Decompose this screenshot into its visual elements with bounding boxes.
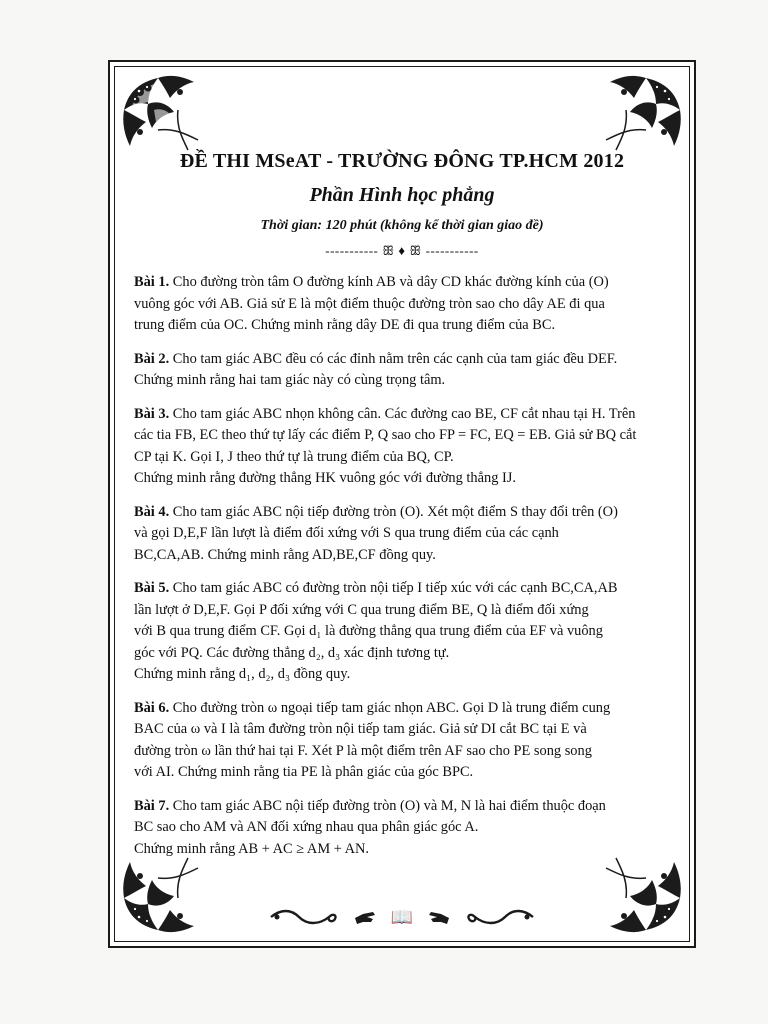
problem-label: Bài 7. — [134, 797, 170, 814]
problem-item — [134, 698, 670, 784]
problem-item — [134, 272, 670, 337]
problem-item — [134, 578, 670, 686]
problem-label: Bài 5. — [134, 580, 170, 596]
problem-text-line: Cho tam giác ABC nội tiếp đường tròn (O) và M, N là hai điểm thuộc đoạn — [172, 797, 606, 814]
problem-label: Bài 6. — [134, 699, 170, 716]
problem-text-line: vuông góc với AB. Giả sử E là một điểm thuộc đường tròn sao cho dây AE đi qua — [134, 295, 605, 312]
problem-text-line: Chứng minh rằng d₁, d₂, d₃ đồng quy. — [134, 666, 351, 682]
problem-text-line: Cho tam giác ABC nội tiếp đường tròn (O). Xét một điểm S thay đổi trên (O) — [172, 503, 618, 520]
problem-text-line: Chứng minh rằng AB + AC ≥ AM + AN. — [134, 840, 370, 857]
problem-text-line: BAC của ω và I là tâm đường tròn nội tiếp tam giác. Giả sử DI cắt BC tại E và — [134, 721, 587, 737]
problem-text-line: Cho tam giác ABC đều có các đỉnh nằm trên các cạnh của tam giác đều DEF. — [172, 350, 618, 367]
problem-text-line: Cho tam giác ABC có đường tròn nội tiếp I tiếp xúc với các cạnh BC,CA,AB — [172, 580, 618, 596]
problem-text-line: và gọi D,E,F lần lượt là điểm đối xứng với S qua trung điểm của các cạnh — [134, 525, 559, 541]
problem-item — [134, 349, 670, 392]
time-limit-note: Thời gian: 120 phút (không kể thời gian giao đề) — [260, 218, 544, 233]
hand-right-icon — [427, 906, 451, 928]
flourish-right-icon — [465, 907, 535, 927]
problem-label: Bài 1. — [134, 274, 170, 290]
problem-text-line: Cho tam giác ABC nhọn không cân. Các đường cao BE, CF cắt nhau tại H. Trên — [172, 405, 636, 422]
problem-text-line: Cho đường tròn ω ngoại tiếp tam giác nhọn ABC. Gọi D là trung điểm cung — [172, 699, 611, 716]
problem-text-line: Chứng minh rằng đường thẳng HK vuông góc với đường thẳng IJ. — [134, 470, 516, 486]
problem-text-line: góc với PQ. Các đường thẳng d₂, d₃ xác định tương tự. — [134, 644, 450, 661]
problem-text-line: với B qua trung điểm CF. Gọi d₁ là đường thẳng qua trung điểm của EF và vuông — [134, 623, 603, 639]
problem-item — [134, 404, 670, 490]
problem-text-line: CP tại K. Gọi I, J theo thứ tự là trung điểm của BQ, CP. — [134, 448, 454, 465]
page-title: ĐỀ THI MSeAT - TRƯỜNG ĐÔNG TP.HCM 2012 — [179, 150, 625, 172]
holly-corner-icon — [594, 70, 686, 162]
problem-text-line: BC sao cho AM và AN đối xứng nhau qua phân giác góc A. — [134, 819, 479, 835]
problem-list — [134, 272, 670, 872]
problem-text-line: lần lượt ở D,E,F. Gọi P đối xứng với C qua trung điểm BE, Q là điểm đối xứng — [134, 601, 589, 618]
problem-text-line: các tia FB, EC theo thứ tự lấy các điểm P, Q sao cho FP = FC, EQ = EB. Giả sử BQ cắt — [134, 427, 637, 443]
problem-text-line: đường tròn ω lần thứ hai tại F. Xét P là một điểm trên AF sao cho PE song song — [134, 742, 592, 759]
section-subtitle: Phần Hình học phẳng — [309, 184, 495, 206]
problem-label: Bài 4. — [134, 503, 170, 520]
exam-page — [108, 60, 696, 948]
problem-item — [134, 796, 670, 861]
flourish-left-icon — [269, 907, 339, 927]
holly-corner-icon — [118, 70, 210, 162]
ornamental-divider: ----------- ꕥ ♦ ꕥ ----------- — [325, 243, 479, 258]
footer-ornament — [110, 904, 694, 930]
problem-text-line: BC,CA,AB. Chứng minh rằng AD,BE,CF đồng quy. — [134, 546, 436, 563]
problem-text-line: trung điểm của OC. Chứng minh rằng dây DE đi qua trung điểm của BC. — [134, 317, 556, 333]
book-icon: 📖 — [390, 907, 414, 927]
problem-label: Bài 3. — [134, 405, 170, 422]
problem-label: Bài 2. — [134, 350, 170, 367]
problem-item — [134, 502, 670, 567]
problem-text-line: với AI. Chứng minh rằng tia PE là phân giác của góc BPC. — [134, 764, 474, 780]
problem-text-line: Cho đường tròn tâm O đường kính AB và dây CD khác đường kính của (O) — [172, 274, 609, 290]
hand-left-icon — [353, 906, 377, 928]
problem-text-line: Chứng minh rằng hai tam giác này có cùng trọng tâm. — [134, 372, 446, 388]
